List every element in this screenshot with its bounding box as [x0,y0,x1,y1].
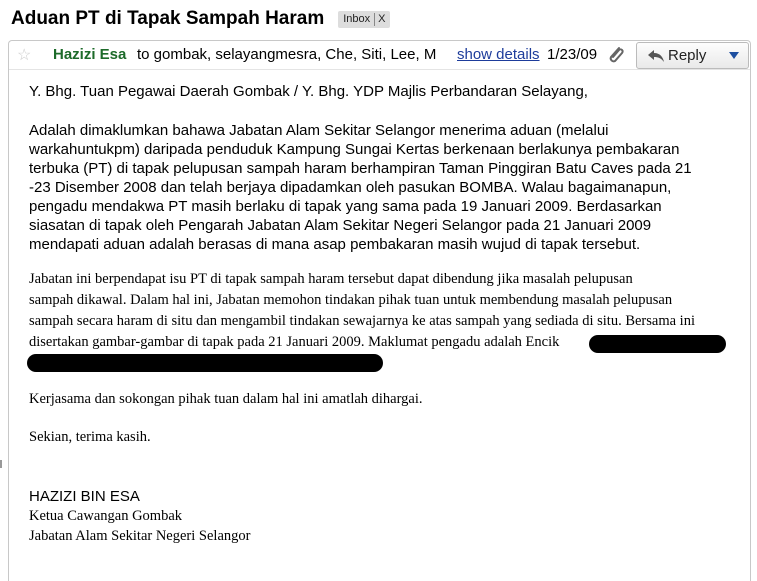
paragraph-line: terbuka (PT) di tapak pelupusan sampah haram berhampiran Taman Pinggiran Batu Caves pada 21 [29,160,692,177]
message-header [9,41,750,70]
redaction-block [589,335,726,353]
paragraph-line: sampah dikawal. Dalam hal ini, Jabatan memohon tindakan pihak tuan untuk membendung masalah pelupusan [29,292,673,308]
closing-line-1: Kerjasama dan sokongan pihak tuan dalam hal ini amatlah dihargai. [29,391,423,407]
sender-name[interactable]: Hazizi Esa [53,46,127,63]
inbox-label-chip [338,11,389,28]
closing-line-2: Sekian, terima kasih. [29,429,151,445]
reply-label: Reply [668,47,707,64]
paragraph-line: pengadu mendakwa PT masih berlaku di tapak yang sama pada 19 Januari 2009. Berdasarkan [29,198,662,215]
message-card [8,40,751,581]
recipients: to gombak, selayangmesra, Che, Siti, Lee, M [137,46,437,63]
paperclip-icon [605,45,627,65]
paragraph-line: disertakan gambar-gambar di tapak pada 21 Januari 2009. Maklumat pengadu adalah Encik [29,334,560,350]
paragraph-line: sampah secara haram di situ dan mengambil tindakan sewajarnya ke atas sampah yang sediada di situ. Bersama ini [29,313,695,329]
reply-button[interactable] [636,42,722,69]
signature-name: HAZIZI BIN ESA [29,488,140,505]
scroll-marker [0,460,2,468]
paragraph-line: -23 Disember 2008 dan telah berjaya dipadamkan oleh pasukan BOMBA. Walau bagaimanapun, [29,179,672,196]
inbox-label[interactable]: Inbox [343,13,371,25]
paragraph-line: Jabatan ini berpendapat isu PT di tapak sampah haram tersebut dapat dibendung jika masalah pelupusan [29,271,633,287]
subject-row [11,6,390,32]
paragraph-line: mendapati aduan adalah berasas di mana asap pembakaran masih wujud di tapak tersebut. [29,236,641,253]
signature-title: Ketua Cawangan Gombak [29,508,183,524]
remove-label-button[interactable]: X [378,13,386,25]
show-details-link[interactable]: show details [457,46,540,63]
star-icon[interactable]: ☆ [17,47,32,64]
paragraph-line: siasatan di tapak oleh Pengarah Jabatan Alam Sekitar Negeri Selangor pada 21 Januari 2009 [29,217,652,234]
message-date: 1/23/09 [547,46,598,63]
paragraph-line: Adalah dimaklumkan bahawa Jabatan Alam Sekitar Selangor menerima aduan (melalui [29,122,609,139]
dropdown-arrow-icon [729,52,739,59]
greeting: Y. Bhg. Tuan Pegawai Daerah Gombak / Y. Bhg. YDP Majlis Perbandaran Selayang, [29,83,588,100]
reply-arrow-icon [647,49,665,63]
email-subject: Aduan PT di Tapak Sampah Haram [11,8,325,29]
paragraph-1 [29,121,729,254]
paragraph-line: warkahuntukpm) daripada penduduk Kampung Sungai Kertas berkenaan berlakunya pembakaran [29,141,680,158]
signature-department: Jabatan Alam Sekitar Negeri Selangor [29,528,251,544]
more-options-button[interactable] [720,42,749,69]
redaction-block [27,354,383,372]
